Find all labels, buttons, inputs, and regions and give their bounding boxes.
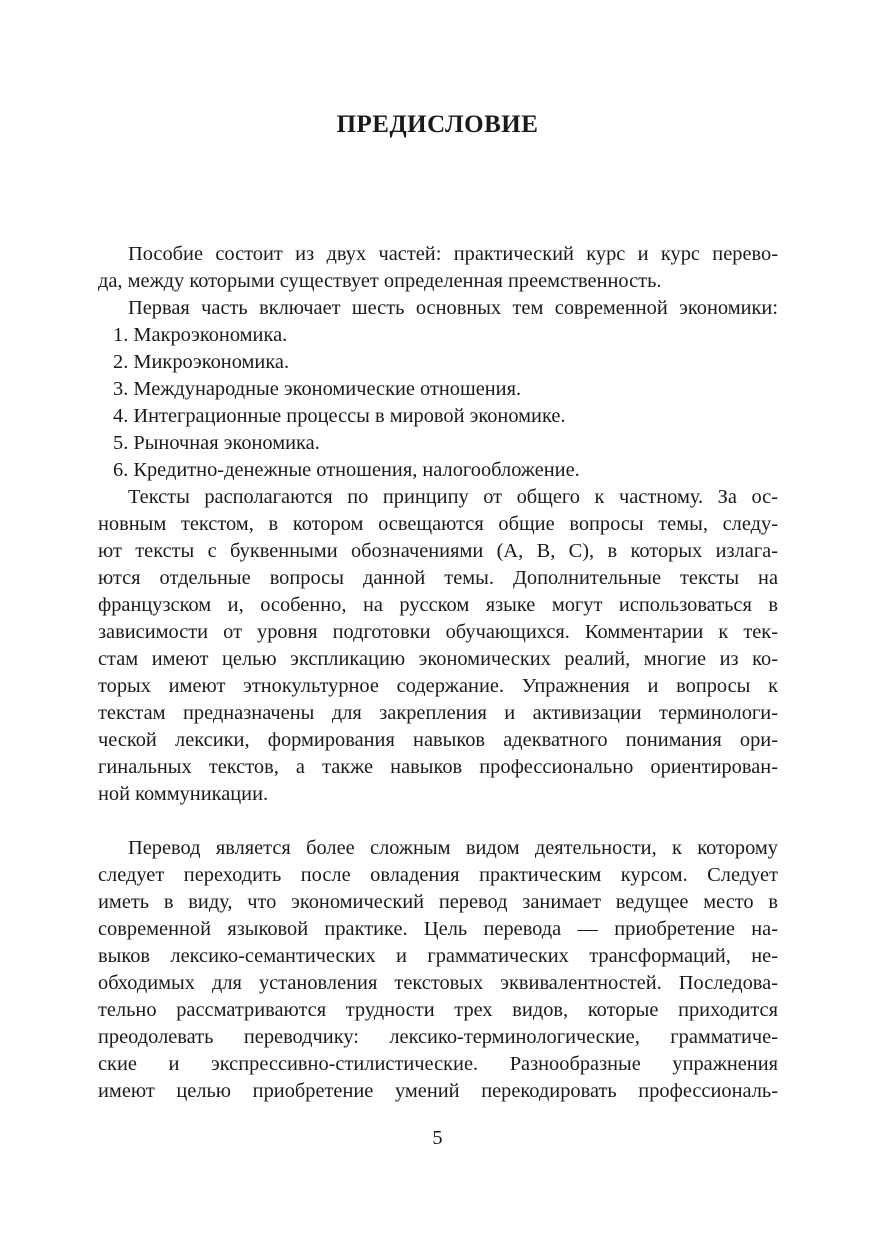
topic-list-item: 4. Интеграционные процессы в мировой экономике. — [113, 405, 566, 427]
paragraph-3-line: ческой лексики, формирования навыков адекватного понимания ори- — [98, 729, 778, 751]
topic-list-item: 3. Международные экономические отношения. — [113, 378, 522, 400]
paragraph-2-intro: Первая часть включает шесть основных тем современной экономики: — [128, 297, 778, 319]
preface-body — [98, 241, 778, 1105]
topic-list-item: 2. Микроэкономика. — [113, 351, 290, 373]
paragraph-3-line: новным текстом, в котором освещаются общие вопросы темы, следу- — [98, 513, 778, 535]
topic-list-item: 5. Рыночная экономика. — [113, 432, 320, 454]
topic-list-item: 1. Макроэкономика. — [113, 324, 288, 346]
paragraph-4-line: обходимых для установления текстовых эквивалентностей. Последова- — [98, 972, 778, 994]
topic-list-item: 6. Кредитно-денежные отношения, налогообложение. — [113, 459, 580, 481]
paragraph-4-line: тельно рассматриваются трудности трех видов, которые приходится — [98, 999, 778, 1021]
paragraph-3-line: текстам предназначены для закрепления и активизации терминологи- — [98, 702, 778, 724]
paragraph-3-line: ются отдельные вопросы данной темы. Дополнительные тексты на — [98, 567, 778, 589]
paragraph-spacer — [98, 808, 778, 835]
paragraph-3-line: французском и, особенно, на русском языке могут использоваться в — [98, 594, 778, 616]
page-title: ПРЕДИСЛОВИЕ — [336, 111, 539, 138]
paragraph-4-line: ские и экспрессивно-стилистические. Разнообразные упражнения — [98, 1053, 778, 1075]
paragraph-3-line: зависимости от уровня подготовки обучающихся. Комментарии к тек- — [98, 621, 778, 643]
paragraph-3-line: торых имеют этнокультурное содержание. Упражнения и вопросы к — [98, 675, 778, 697]
paragraph-3-line: ной коммуникации. — [98, 783, 269, 805]
paragraph-1-line: да, между которыми существует определенная преемственность. — [98, 270, 662, 292]
paragraph-4-line: следует переходить после овладения практическим курсом. Следует — [98, 864, 778, 886]
page-number: 5 — [432, 1127, 443, 1149]
paragraph-3-line: ют тексты с буквенными обозначениями (A, B, C), в которых излага- — [98, 540, 778, 562]
paragraph-3-line: стам имеют целью экспликацию экономических реалий, многие из ко- — [98, 648, 778, 670]
paragraph-3-line: гинальных текстов, а также навыков профессионально ориентирован- — [98, 756, 778, 778]
paragraph-4-line: современной языковой практике. Цель перевода — приобретение на- — [98, 918, 778, 940]
paragraph-4-line: Перевод является более сложным видом деятельности, к которому — [128, 837, 778, 859]
paragraph-4-line: преодолевать переводчику: лексико-терминологические, грамматиче- — [98, 1026, 778, 1048]
paragraph-4-line: имеют целью приобретение умений перекодировать профессиональ- — [98, 1080, 778, 1102]
paragraph-1-line: Пособие состоит из двух частей: практический курс и курс перево- — [128, 243, 778, 265]
paragraph-4-line: иметь в виду, что экономический перевод занимает ведущее место в — [98, 891, 778, 913]
paragraph-4-line: выков лексико-семантических и грамматических трансформаций, не- — [98, 945, 778, 967]
paragraph-3-line: Тексты располагаются по принципу от общего к частному. За ос- — [128, 486, 778, 508]
